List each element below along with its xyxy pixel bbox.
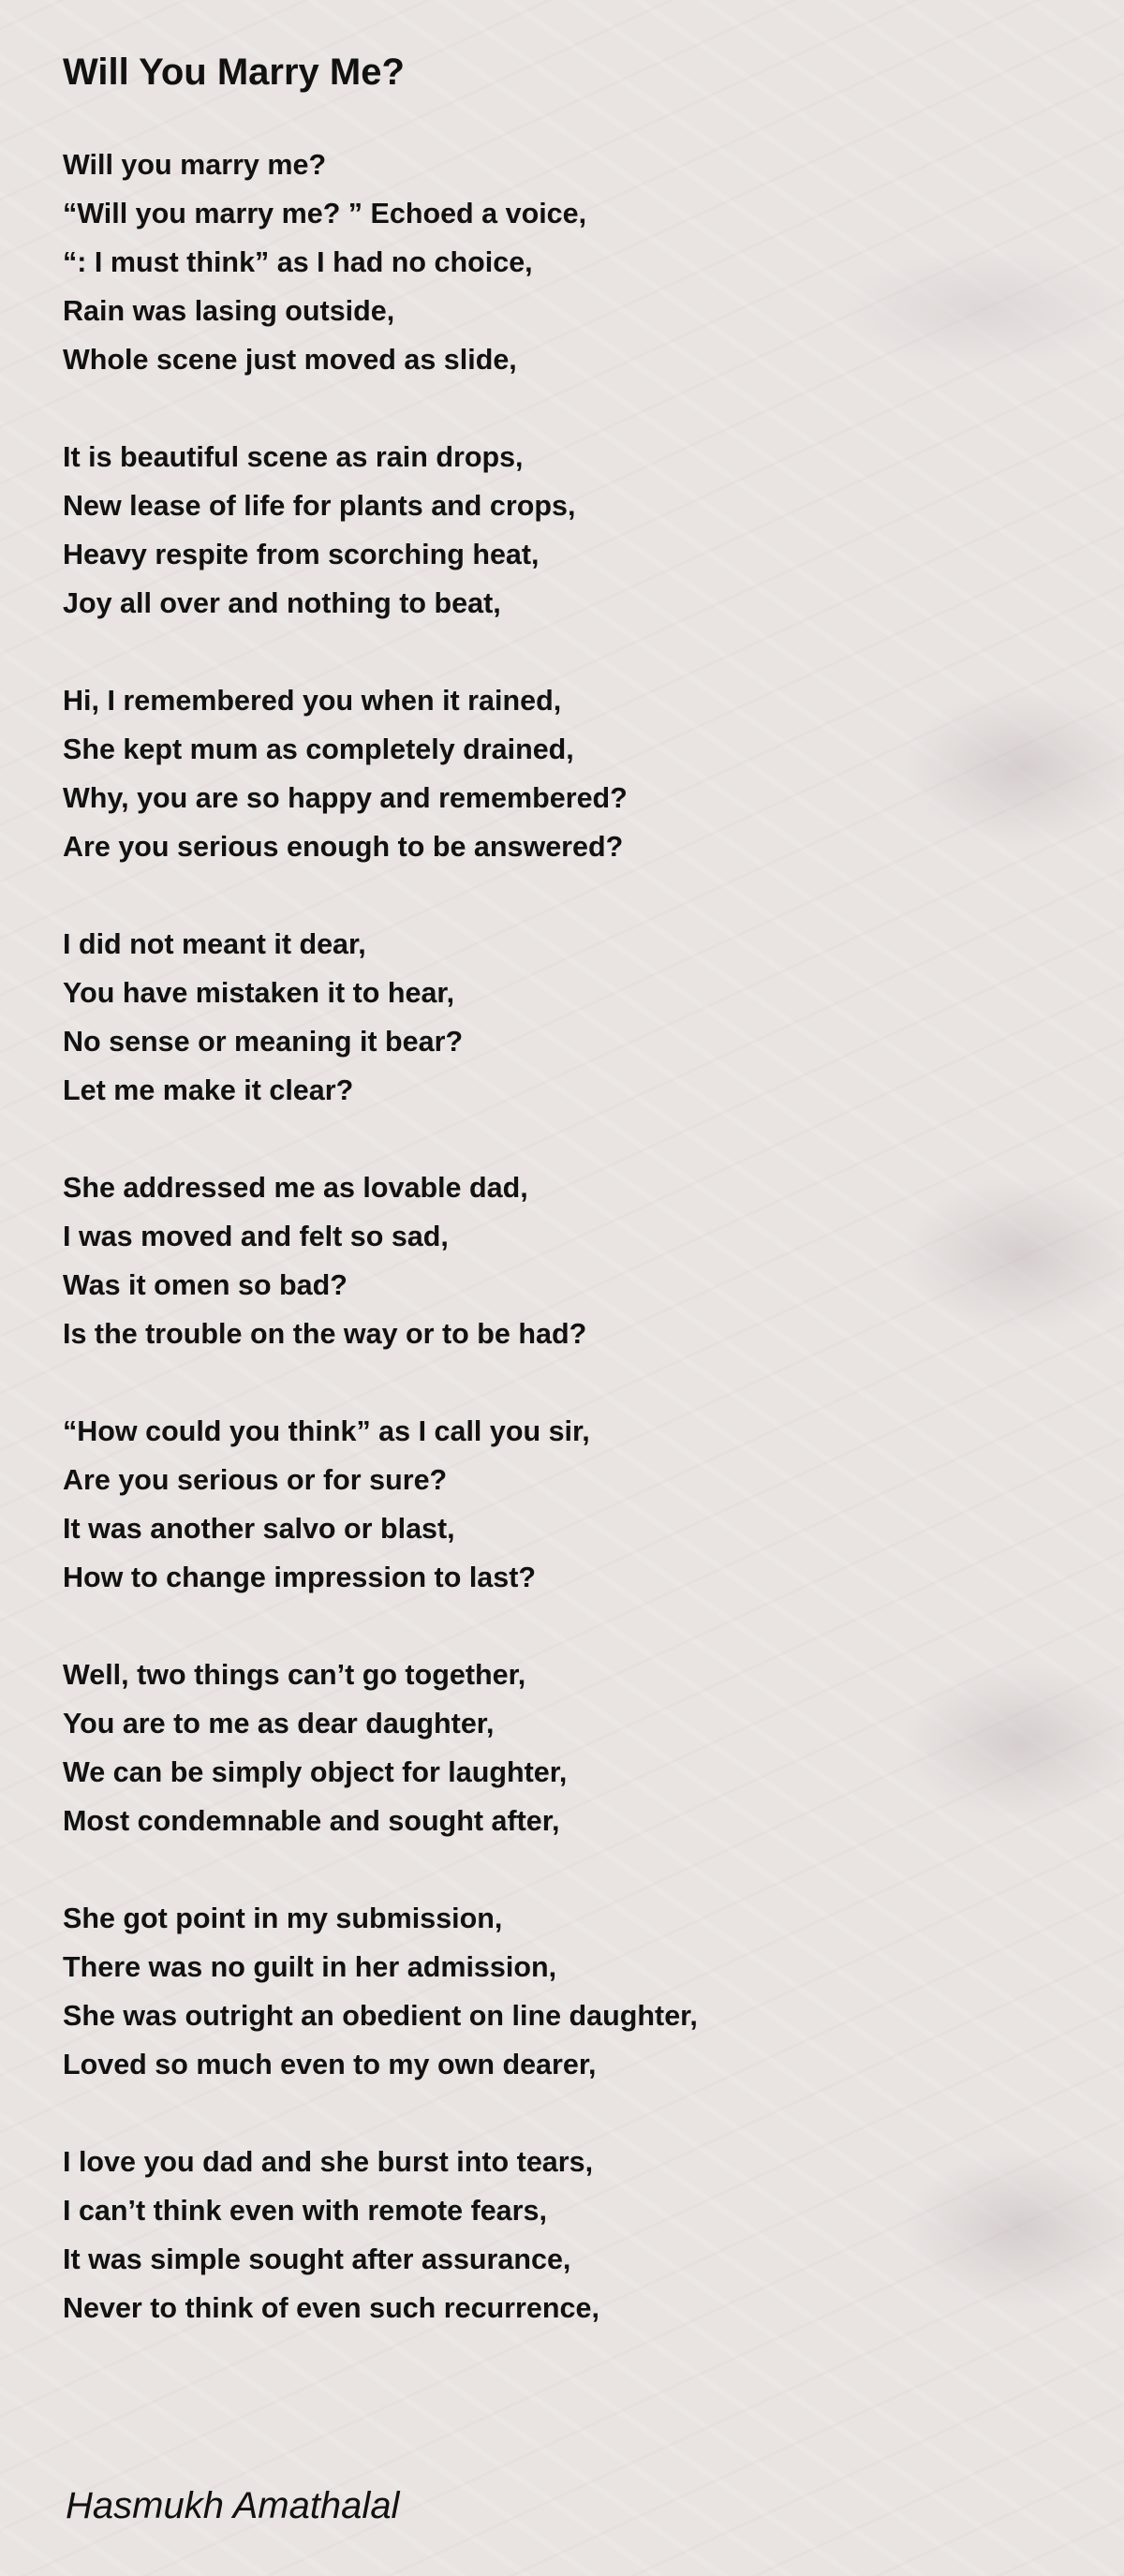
poem-line: “How could you think” as I call you sir,	[63, 1415, 590, 1447]
poem-line: Heavy respite from scorching heat,	[63, 539, 540, 570]
poem-line: Loved so much even to my own dearer,	[63, 2049, 597, 2080]
poem-line: Are you serious enough to be answered?	[63, 831, 624, 863]
poem-line: It was simple sought after assurance,	[63, 2243, 571, 2275]
poem-body	[63, 141, 1074, 2381]
poem-stanza	[63, 433, 1074, 628]
poem-stanza	[63, 141, 1074, 384]
poem-stanza	[63, 920, 1074, 1115]
poem-line: She addressed me as lovable dad,	[63, 1172, 528, 1204]
poem-line: “Will you marry me? ” Echoed a voice,	[63, 198, 587, 229]
poem-line: Most condemnable and sought after,	[63, 1805, 560, 1837]
poem-line: Never to think of even such recurrence,	[63, 2292, 599, 2324]
poem-line: I did not meant it dear,	[63, 928, 366, 960]
poem-line: Are you serious or for sure?	[63, 1464, 448, 1496]
poem-line: “: I must think” as I had no choice,	[63, 246, 533, 278]
poem-line: I can’t think even with remote fears,	[63, 2195, 547, 2227]
poem-line: Joy all over and nothing to beat,	[63, 587, 501, 619]
poem-line: I love you dad and she burst into tears,	[63, 2146, 594, 2178]
poem-line: Was it omen so bad?	[63, 1269, 348, 1301]
poem-line: She got point in my submission,	[63, 1902, 503, 1934]
poem-line: Will you marry me?	[63, 149, 327, 181]
poem-line: Is the trouble on the way or to be had?	[63, 1318, 587, 1350]
poem-line: We can be simply object for laughter,	[63, 1756, 568, 1788]
poem-stanza	[63, 1163, 1074, 1358]
poem-line: You have mistaken it to hear,	[63, 977, 455, 1009]
poem-stanza	[63, 2138, 1074, 2332]
poem-stanza	[63, 1894, 1074, 2089]
poem-stanza	[63, 1407, 1074, 1602]
poem-line: Well, two things can’t go together,	[63, 1659, 526, 1691]
poem-line: Whole scene just moved as slide,	[63, 344, 517, 376]
poem-line: How to change impression to last?	[63, 1562, 537, 1593]
poem-line: It was another salvo or blast,	[63, 1513, 455, 1545]
poem-stanza	[63, 676, 1074, 871]
poem-line: New lease of life for plants and crops,	[63, 490, 576, 522]
poem-line: Let me make it clear?	[63, 1074, 354, 1106]
poem-line: Hi, I remembered you when it rained,	[63, 685, 562, 717]
poem-line: Why, you are so happy and remembered?	[63, 782, 628, 814]
poem-title: Will You Marry Me?	[63, 52, 405, 93]
poem-line: No sense or meaning it bear?	[63, 1026, 464, 1058]
poem-stanza	[63, 1651, 1074, 1845]
poem-line: You are to me as dear daughter,	[63, 1708, 495, 1740]
poem-line: It is beautiful scene as rain drops,	[63, 441, 524, 473]
poem-line: Rain was lasing outside,	[63, 295, 395, 327]
poem-line: I was moved and felt so sad,	[63, 1221, 449, 1252]
poem-line: She was outright an obedient on line daughter,	[63, 2000, 698, 2032]
poem-author: Hasmukh Amathalal	[66, 2485, 400, 2526]
poem-line: There was no guilt in her admission,	[63, 1951, 557, 1983]
poem-line: She kept mum as completely drained,	[63, 733, 574, 765]
